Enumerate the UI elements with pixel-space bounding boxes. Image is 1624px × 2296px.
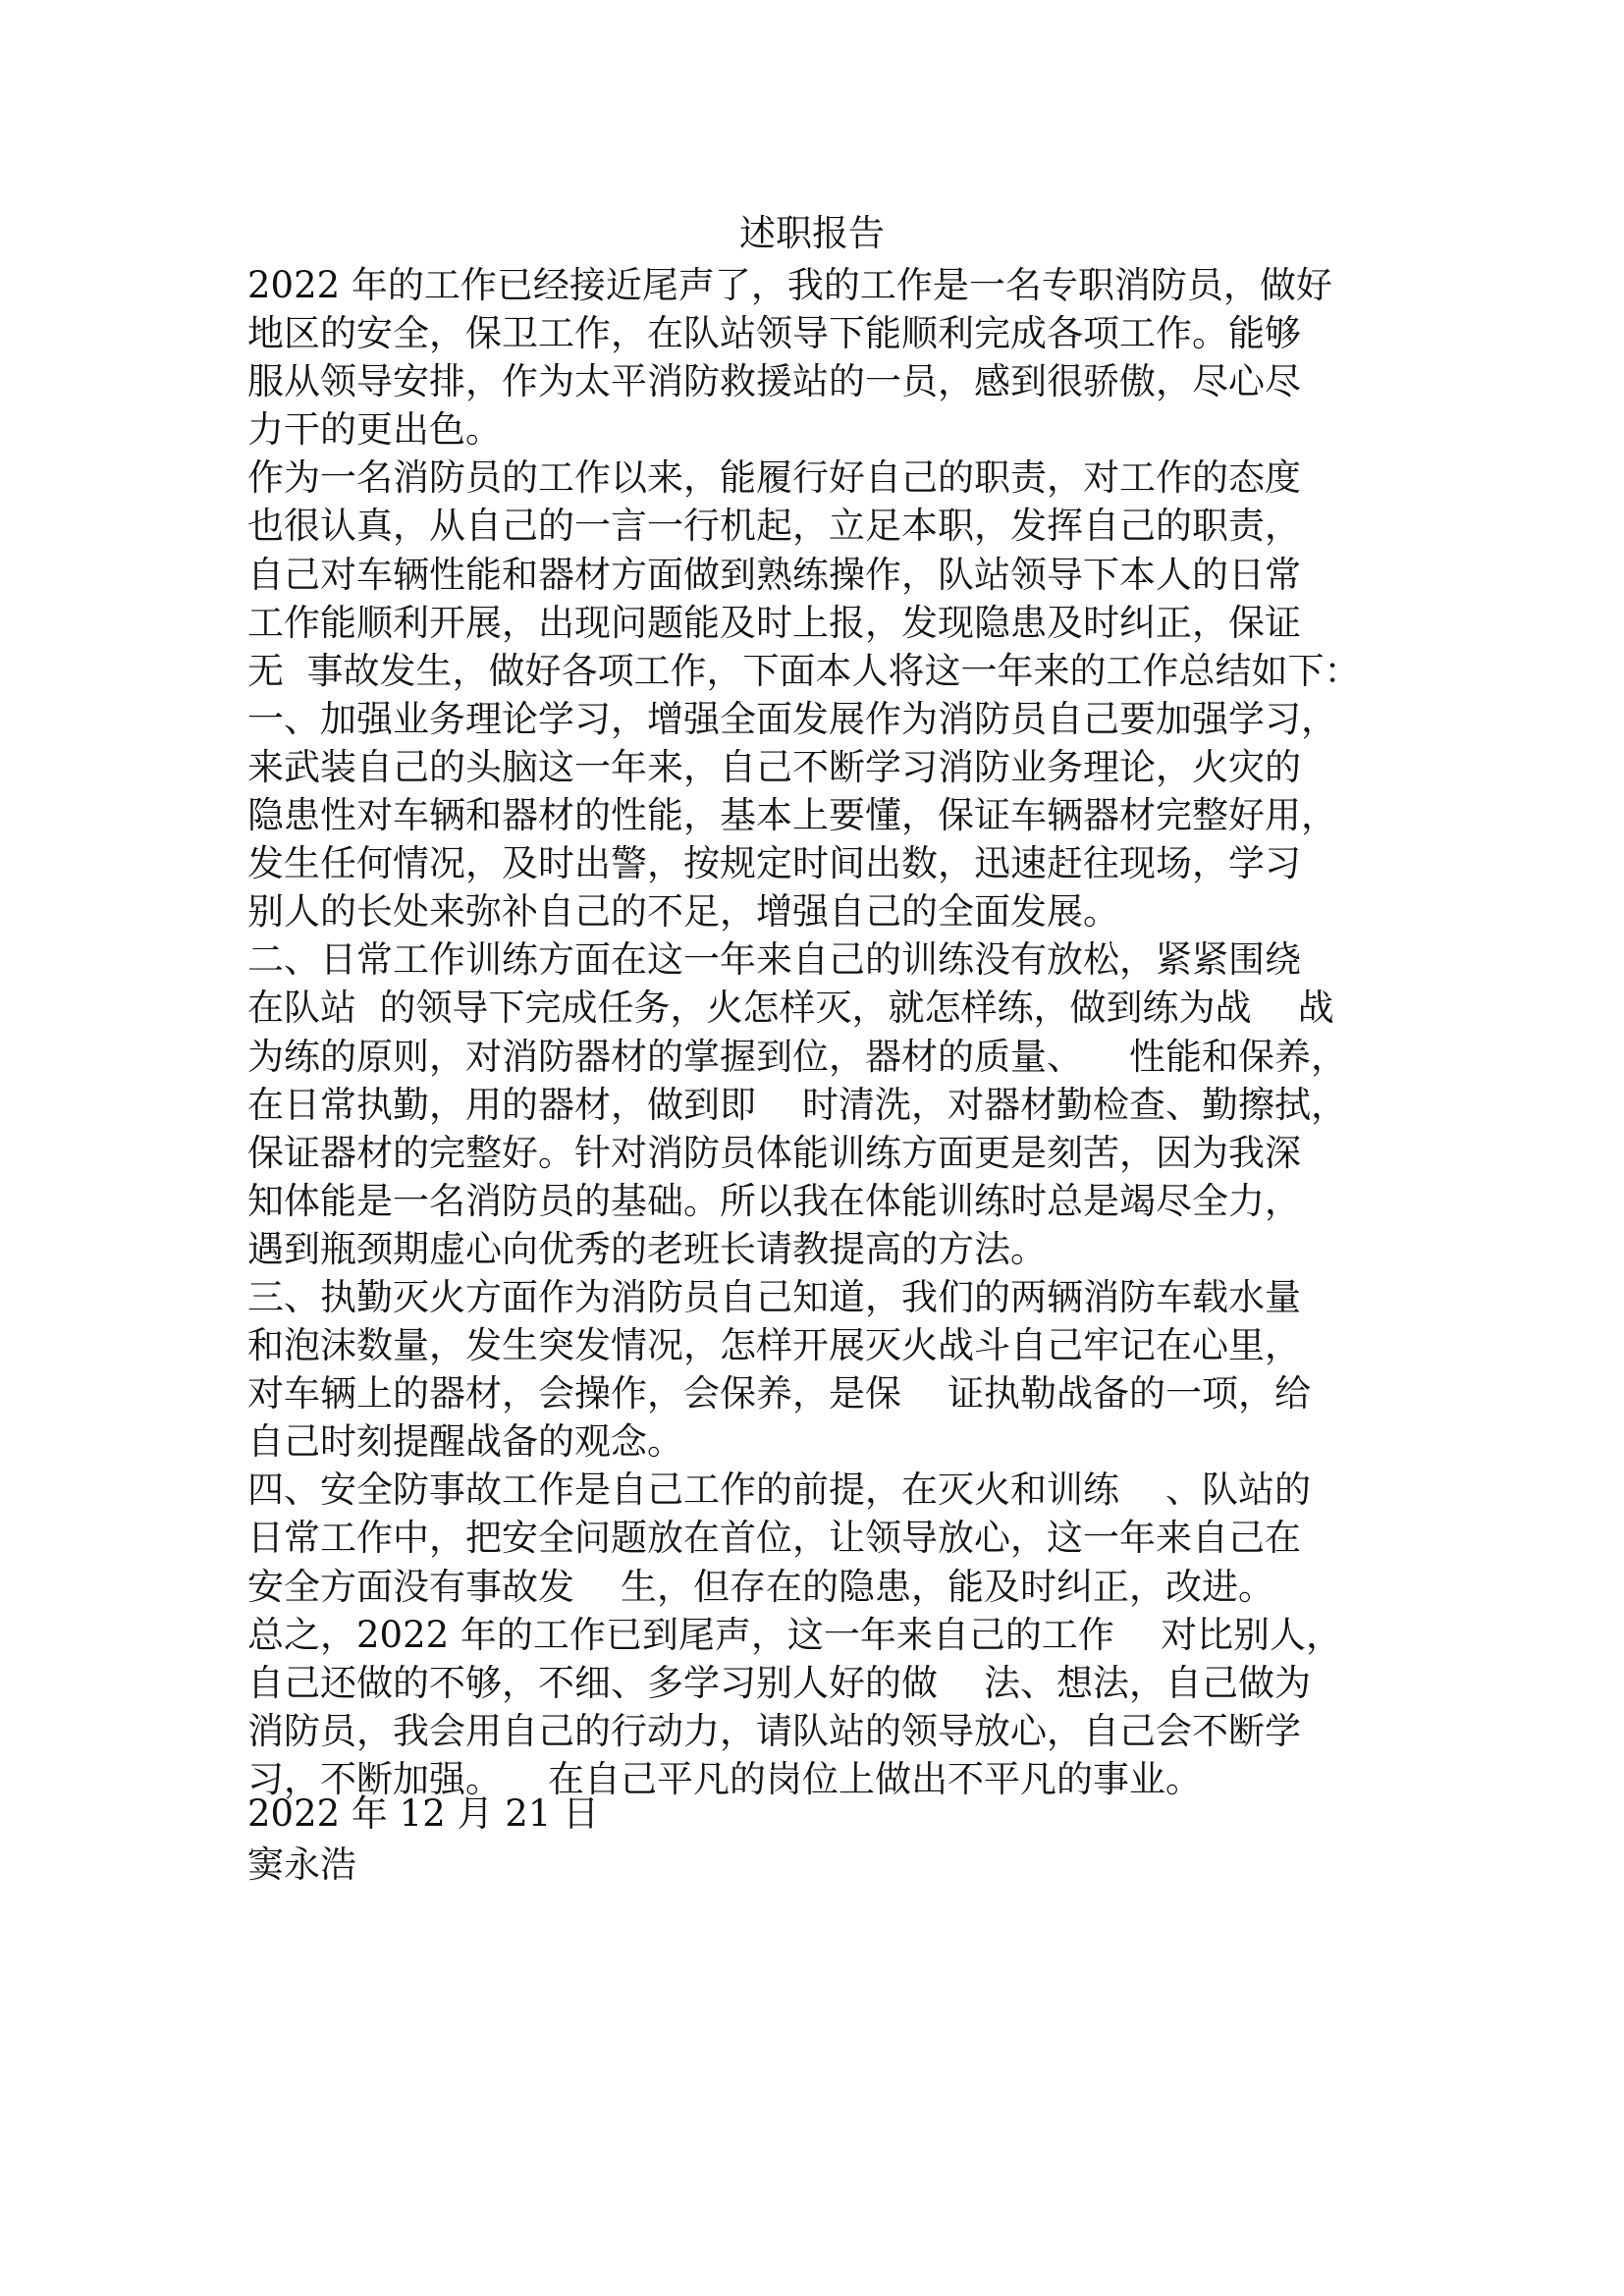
body-line: 习，不断加强。 在自己平凡的岗位上做出不平凡的事业。 xyxy=(247,1757,1203,1800)
body-line: 三、执勤灭火方面作为消防员自己知道，我们的两辆消防车载水量 xyxy=(247,1275,1301,1318)
body-line: 自己对车辆性能和器材方面做到熟练操作，队站领导下本人的日常 xyxy=(247,553,1301,596)
document-title: 述职报告 xyxy=(739,212,885,254)
body-line: 安全方面没有事故发 生，但存在的隐患，能及时纠正，改进。 xyxy=(247,1565,1275,1608)
body-line: 2022 年的工作已经接近尾声了，我的工作是一名专职消防员，做好 xyxy=(247,264,1332,306)
body-line: 自己还做的不够，不细、多学习别人好的做 法、想法，自己做为 xyxy=(247,1661,1312,1704)
body-line: 隐患性对车辆和器材的性能，基本上要懂，保证车辆器材完整好用， xyxy=(247,794,1337,837)
body-line: 和泡沫数量，发生突发情况，怎样开展灭火战斗自己牢记在心里， xyxy=(247,1324,1301,1367)
body-line: 消防员，我会用自己的行动力，请队站的领导放心，自己会不断学 xyxy=(247,1709,1301,1752)
body-line: 保证器材的完整好。针对消防员体能训练方面更是刻苦，因为我深 xyxy=(247,1131,1301,1174)
report-footer xyxy=(247,1789,1131,1891)
body-line: 来武装自己的头脑这一年来，自己不断学习消防业务理论，火灾的 xyxy=(247,745,1301,788)
body-line: 总之，2022 年的工作已到尾声，这一年来自己的工作 对比别人， xyxy=(247,1613,1342,1656)
body-line: 遇到瓶颈期虚心向优秀的老班长请教提高的方法。 xyxy=(247,1227,1047,1270)
report-signature: 窦永浩 xyxy=(247,1843,356,1886)
report-date: 2022 年 12 月 21 日 xyxy=(247,1792,600,1835)
report-body xyxy=(247,261,1416,1803)
body-line: 发生任何情况，及时出警，按规定时间出数，迅速赶往现场，学习 xyxy=(247,842,1301,885)
body-line: 在日常执勤，用的器材，做到即 时清洗，对器材勤检查、勤擦拭， xyxy=(247,1083,1348,1126)
body-line: 日常工作中，把安全问题放在首位，让领导放心，这一年来自己在 xyxy=(247,1517,1301,1560)
body-line: 知体能是一名消防员的基础。所以我在体能训练时总是竭尽全力， xyxy=(247,1179,1301,1222)
body-line: 为练的原则，对消防器材的掌握到位，器材的质量、 性能和保养， xyxy=(247,1035,1348,1078)
body-line: 力干的更出色。 xyxy=(247,408,502,452)
body-line: 也很认真，从自己的一言一行机起，立足本职，发挥自己的职责， xyxy=(247,505,1301,548)
body-line: 对车辆上的器材，会操作，会保养，是保 证执勒战备的一项，给 xyxy=(247,1372,1312,1415)
body-line: 地区的安全，保卫工作，在队站领导下能顺利完成各项工作。能够 xyxy=(247,312,1301,355)
body-line: 自己时刻提醒战备的观念。 xyxy=(247,1420,683,1464)
body-line: 在队站 的领导下完成任务，火怎样灭，就怎样练，做到练为战 战 xyxy=(247,987,1334,1030)
body-line: 一、加强业务理论学习，增强全面发展作为消防员自己要加强学习， xyxy=(247,697,1337,740)
body-line: 服从领导安排，作为太平消防救援站的一员，感到很骄傲，尽心尽 xyxy=(247,360,1301,403)
body-line: 工作能顺利开展，出现问题能及时上报，发现隐患及时纠正，保证 xyxy=(247,601,1301,644)
body-line: 二、日常工作训练方面在这一年来自己的训练没有放松，紧紧围绕 xyxy=(247,938,1301,982)
body-line: 四、安全防事故工作是自己工作的前提，在灭火和训练 、队站的 xyxy=(247,1468,1312,1512)
body-line: 作为一名消防员的工作以来，能履行好自己的职责，对工作的态度 xyxy=(247,456,1301,500)
body-line: 无 事故发生，做好各项工作，下面本人将这一年来的工作总结如下： xyxy=(247,649,1361,692)
body-line: 别人的长处来弥补自己的不足，增强自己的全面发展。 xyxy=(247,890,1119,934)
